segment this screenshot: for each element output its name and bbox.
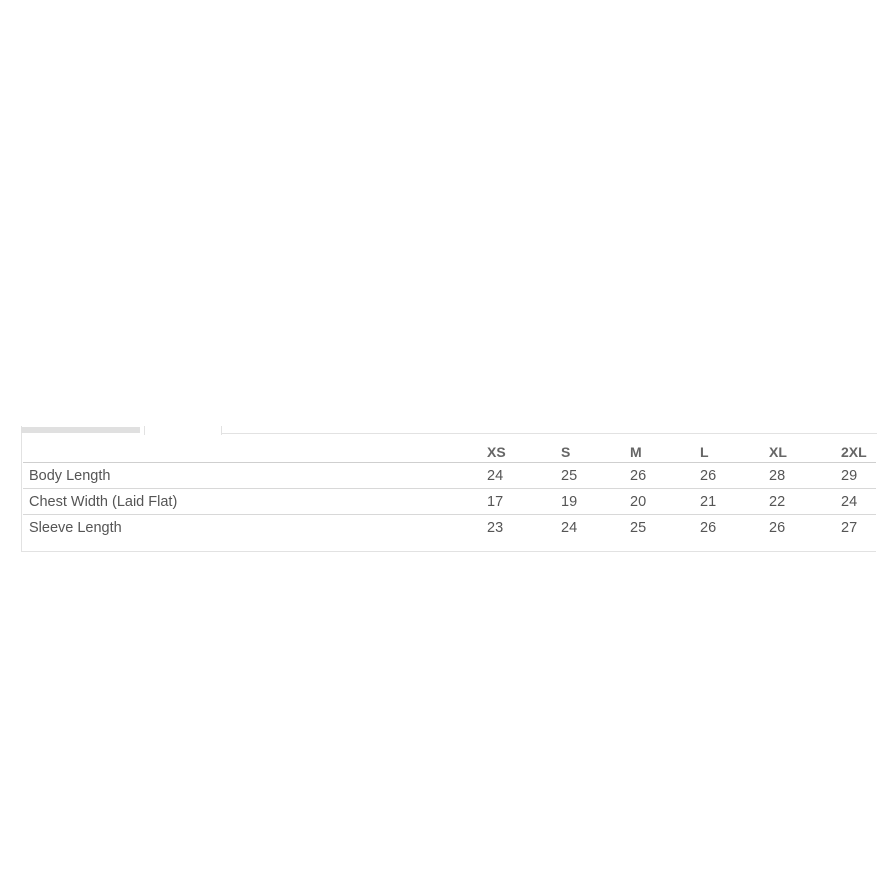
- table-header-row: [23, 442, 876, 463]
- row-label: Chest Width (Laid Flat): [23, 489, 487, 515]
- table-cell: 26: [700, 519, 717, 536]
- column-header-l: L: [700, 442, 769, 463]
- table-row: [23, 489, 876, 515]
- table-row: [23, 515, 876, 541]
- table-cell: 22: [769, 489, 841, 515]
- table-row: [23, 463, 876, 489]
- tab-active-indicator[interactable]: [21, 427, 140, 433]
- table-cell: 17: [487, 489, 561, 515]
- table-cell: 24: [561, 519, 578, 536]
- table-cell: 25: [630, 519, 647, 536]
- column-header-xl: XL: [769, 442, 841, 463]
- row-label: Body Length: [23, 463, 487, 489]
- row-label: Sleeve Length: [29, 519, 122, 536]
- table-cell: 29: [841, 463, 876, 489]
- table-cell: 26: [700, 463, 769, 489]
- column-header-xs: XS: [487, 442, 561, 463]
- table-cell: 27: [841, 519, 858, 536]
- size-chart-table: [23, 442, 876, 540]
- table-cell: 20: [630, 489, 700, 515]
- table-cell: 26: [769, 519, 786, 536]
- tab-baseline: [222, 433, 877, 434]
- table-cell: 25: [561, 463, 630, 489]
- table-cell: 26: [630, 463, 700, 489]
- size-chart-panel: [21, 426, 876, 552]
- table-cell: 24: [487, 463, 561, 489]
- table-cell: 19: [561, 489, 630, 515]
- table-cell: 21: [700, 489, 769, 515]
- table-cell: 24: [841, 489, 876, 515]
- table-cell: 23: [487, 519, 504, 536]
- column-header-2xl: 2XL: [841, 442, 876, 463]
- column-header-label: [23, 442, 487, 463]
- column-header-m: M: [630, 442, 700, 463]
- tab-divider: [144, 426, 145, 435]
- table-cell: 28: [769, 463, 841, 489]
- column-header-s: S: [561, 442, 630, 463]
- size-chart-tabs: [21, 426, 877, 435]
